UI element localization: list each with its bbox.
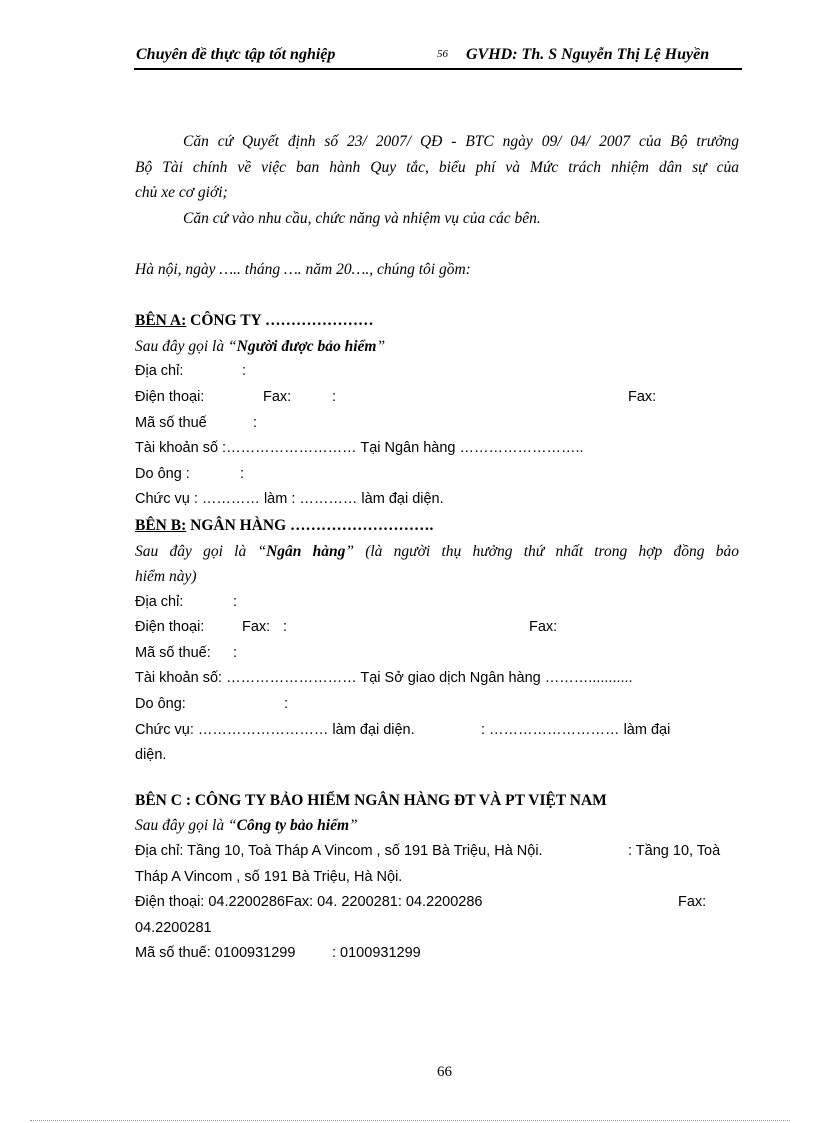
document-body	[135, 129, 739, 967]
page-bottom-divider	[30, 1120, 790, 1121]
party-b-subtitle-line-2: hiểm này)	[135, 568, 197, 586]
party-b-tax: Mã số thuế: :	[135, 644, 238, 661]
party-c-heading: BÊN C : CÔNG TY BẢO HIỂM NGÂN HÀNG ĐT VÀ PT VIỆT NAM	[135, 791, 607, 809]
party-b-heading: BÊN B: NGÂN HÀNG ……………………….	[135, 516, 434, 534]
intro-line-2: Bộ Tài chính về việc ban hành Quy tắc, biểu phí và Mức trách nhiệm dân sự của	[135, 158, 739, 176]
party-b-account: Tài khoản số: ……………………… Tại Sở giao dịch Ngân hàng ………...........	[135, 670, 633, 687]
party-b-address: Địa chỉ: :	[135, 593, 238, 610]
party-b-subtitle: Sau đây gọi là “Ngân hàng” (là người thụ hưởng thứ nhất trong hợp đồng bảo	[135, 542, 739, 560]
date-line: Hà nội, ngày ….. tháng …. năm 20…., chúng tôi gồm:	[135, 260, 471, 278]
party-c-address: Địa chỉ: Tầng 10, Toà Tháp A Vincom , số 191 Bà Triệu, Hà Nội. : Tầng 10, Toà	[135, 843, 721, 860]
party-a-phone: Điện thoại: Fax: : Fax:	[135, 388, 657, 405]
party-c-address-line-2: Tháp A Vincom , số 191 Bà Triệu, Hà Nội.	[135, 868, 403, 885]
party-b-position: Chức vụ: ……………………… làm đại diện. : ……………………… làm đại	[135, 721, 671, 738]
party-c-phone: Điện thoại: 04.2200286Fax: 04. 2200281: 04.2200286 Fax:	[135, 894, 707, 911]
party-b-phone: Điện thoại: Fax: : Fax:	[135, 619, 558, 636]
party-c-tax: Mã số thuế: 0100931299 : 0100931299	[135, 945, 421, 962]
party-c-phone-line-2: 04.2200281	[135, 919, 212, 936]
intro-line-4: Căn cứ vào nhu cầu, chức năng và nhiệm vụ của các bên.	[183, 209, 541, 227]
party-a-tax: Mã số thuế :	[135, 414, 258, 431]
party-c-subtitle: Sau đây gọi là “Công ty bảo hiểm”	[135, 817, 358, 835]
party-b-position-line-2: diện.	[135, 747, 167, 764]
party-a-subtitle: Sau đây gọi là “Người được bảo hiểm”	[135, 337, 386, 355]
party-a-address: Địa chỉ: :	[135, 363, 247, 380]
intro-line-1: Căn cứ Quyết định số 23/ 2007/ QĐ - BTC ngày 09/ 04/ 2007 của Bộ trưởng	[183, 133, 739, 150]
intro-line-3: chủ xe cơ giới;	[135, 184, 228, 202]
header-page-number: 56	[437, 48, 448, 60]
footer-page-number: 66	[437, 1064, 452, 1080]
party-a-position: Chức vụ : ………… làm : ………… làm đại diện.	[135, 491, 444, 508]
party-a-heading: BÊN A: CÔNG TY …………………	[135, 312, 374, 330]
party-a-representative: Do ông : :	[135, 465, 245, 482]
party-a-account: Tài khoản số :……………………… Tại Ngân hàng ……………………..	[135, 440, 584, 457]
header-title: Chuyên đề thực tập tốt nghiệp	[136, 46, 336, 63]
header-supervisor: GVHD: Th. S Nguyễn Thị Lệ Huyền	[466, 46, 710, 63]
page-header	[134, 44, 742, 70]
party-b-representative: Do ông: :	[135, 696, 289, 713]
